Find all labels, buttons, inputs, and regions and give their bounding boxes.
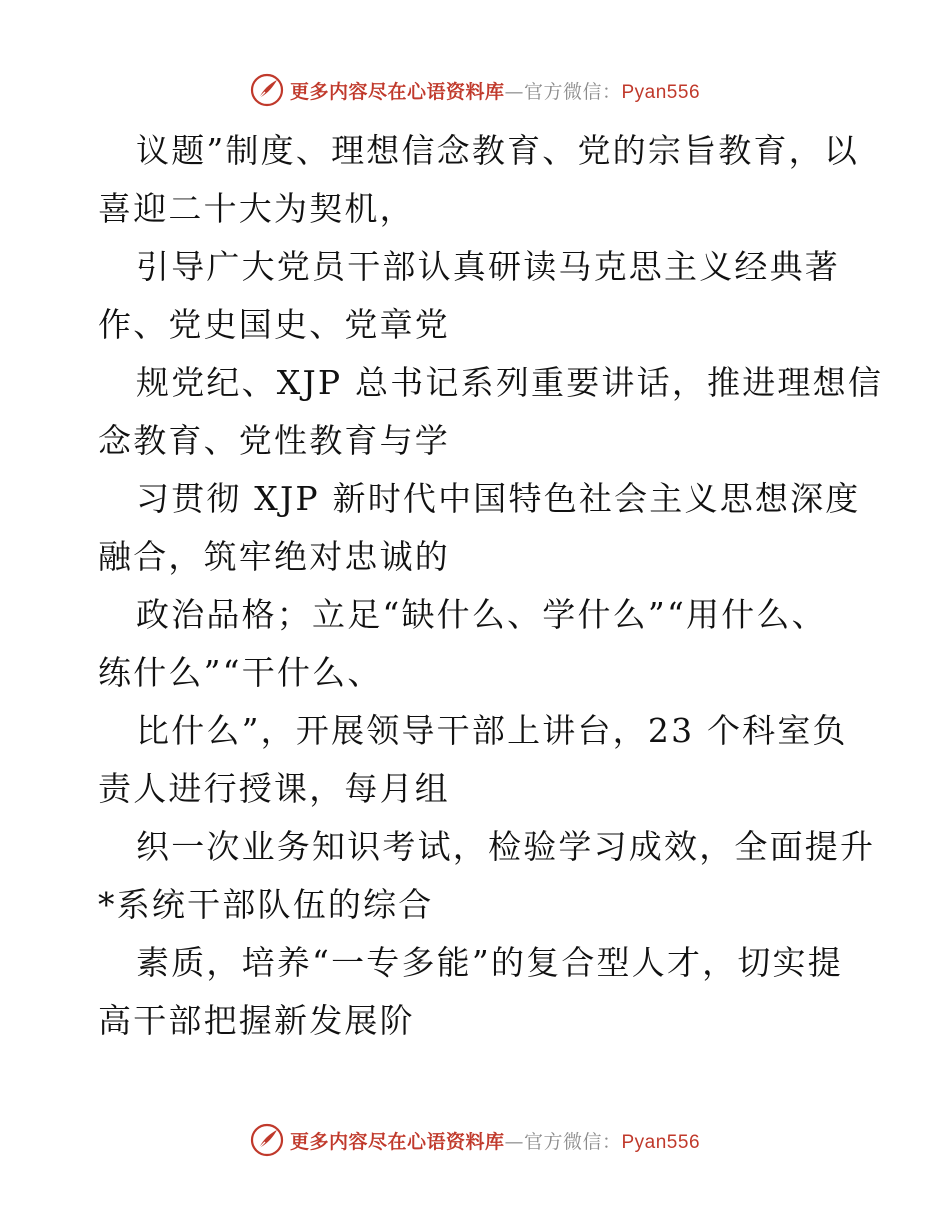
feather-pen-logo-icon [250,73,284,107]
text-line: 议题”制度、理想信念教育、党的宗旨教育，以 [136,131,860,170]
text-line: 作、党史国史、党章党 [98,305,450,344]
text-line: 责人进行授课，每月组 [98,769,450,808]
page-footer-watermark [0,1120,950,1160]
watermark-official-label: 官方微信： [523,1130,622,1153]
text-line: 融合，筑牢绝对忠诚的 [98,537,450,576]
text-line: 织一次业务知识考试，检验学习成效，全面提升 [136,827,876,866]
text-line: *系统干部队伍的综合 [98,885,434,924]
text-line: 规党纪、XJP 总书记系列重要讲话，推进理想信 [136,363,884,402]
text-line: 引导广大党员干部认真研读马克思主义经典著 [136,247,840,286]
text-line: 比什么”，开展领导干部上讲台，23 个科室负 [136,711,848,750]
watermark-text [290,77,700,104]
watermark-official-label: 官方微信： [523,80,622,103]
watermark-site-text: 更多内容尽在心语资料库 [289,1130,505,1153]
text-line: 喜迎二十大为契机， [98,189,415,228]
page-header-watermark [0,70,950,110]
text-line: 高干部把握新发展阶 [98,1001,415,1040]
watermark-separator: — [504,1130,524,1153]
watermark-text [290,1127,700,1154]
text-line: 习贯彻 XJP 新时代中国特色社会主义思想深度 [136,479,861,518]
watermark-wechat-id: Pyan556 [621,1131,701,1153]
feather-pen-logo-icon [250,1123,284,1157]
watermark-separator: — [504,80,524,103]
watermark-wechat-id: Pyan556 [621,81,701,103]
text-line: 练什么”“干什么、 [98,653,383,692]
watermark-site-text: 更多内容尽在心语资料库 [289,80,505,103]
document-body [98,122,884,1050]
text-line: 政治品格；立足“缺什么、学什么”“用什么、 [136,595,827,634]
text-line: 念教育、党性教育与学 [98,421,450,460]
text-line: 素质，培养“一专多能”的复合型人才，切实提 [136,943,843,982]
